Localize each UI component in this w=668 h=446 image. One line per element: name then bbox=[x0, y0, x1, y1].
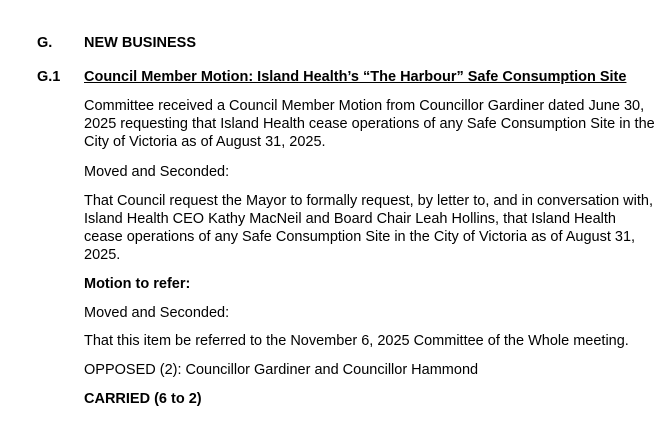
refer-paragraph: That this item be referred to the November 6, 2025 Committee of the Whole meeting. bbox=[84, 333, 629, 349]
opposed-line: OPPOSED (2): Councillor Gardiner and Councillor Hammond bbox=[84, 362, 479, 378]
carried-result: CARRIED (6 to 2) bbox=[84, 391, 202, 407]
item-title: Council Member Motion: Island Health’s “The Harbour” Safe Consumption Site bbox=[84, 69, 627, 85]
motion-to-refer-heading: Motion to refer: bbox=[84, 276, 191, 292]
item-number: G.1 bbox=[37, 69, 61, 85]
section-title: NEW BUSINESS bbox=[84, 35, 196, 51]
moved-seconded-2: Moved and Seconded: bbox=[84, 305, 230, 321]
moved-seconded-1: Moved and Seconded: bbox=[84, 164, 230, 180]
intro-paragraph: Committee received a Council Member Motion from Councillor Gardiner dated June 30, 2025 requesting that Island Health cease operations of any Safe Consumption Site in the City of Victoria as of August 31, 2025. bbox=[84, 98, 655, 150]
section-number: G. bbox=[37, 35, 53, 51]
motion-paragraph: That Council request the Mayor to formally request, by letter to, and in conversation with, Island Health CEO Kathy MacNeil and Board Chair Leah Hollins, that Island Health cease operations of any Safe Consumption Site in the City of Victoria as of August 31, 2025. bbox=[84, 193, 653, 263]
